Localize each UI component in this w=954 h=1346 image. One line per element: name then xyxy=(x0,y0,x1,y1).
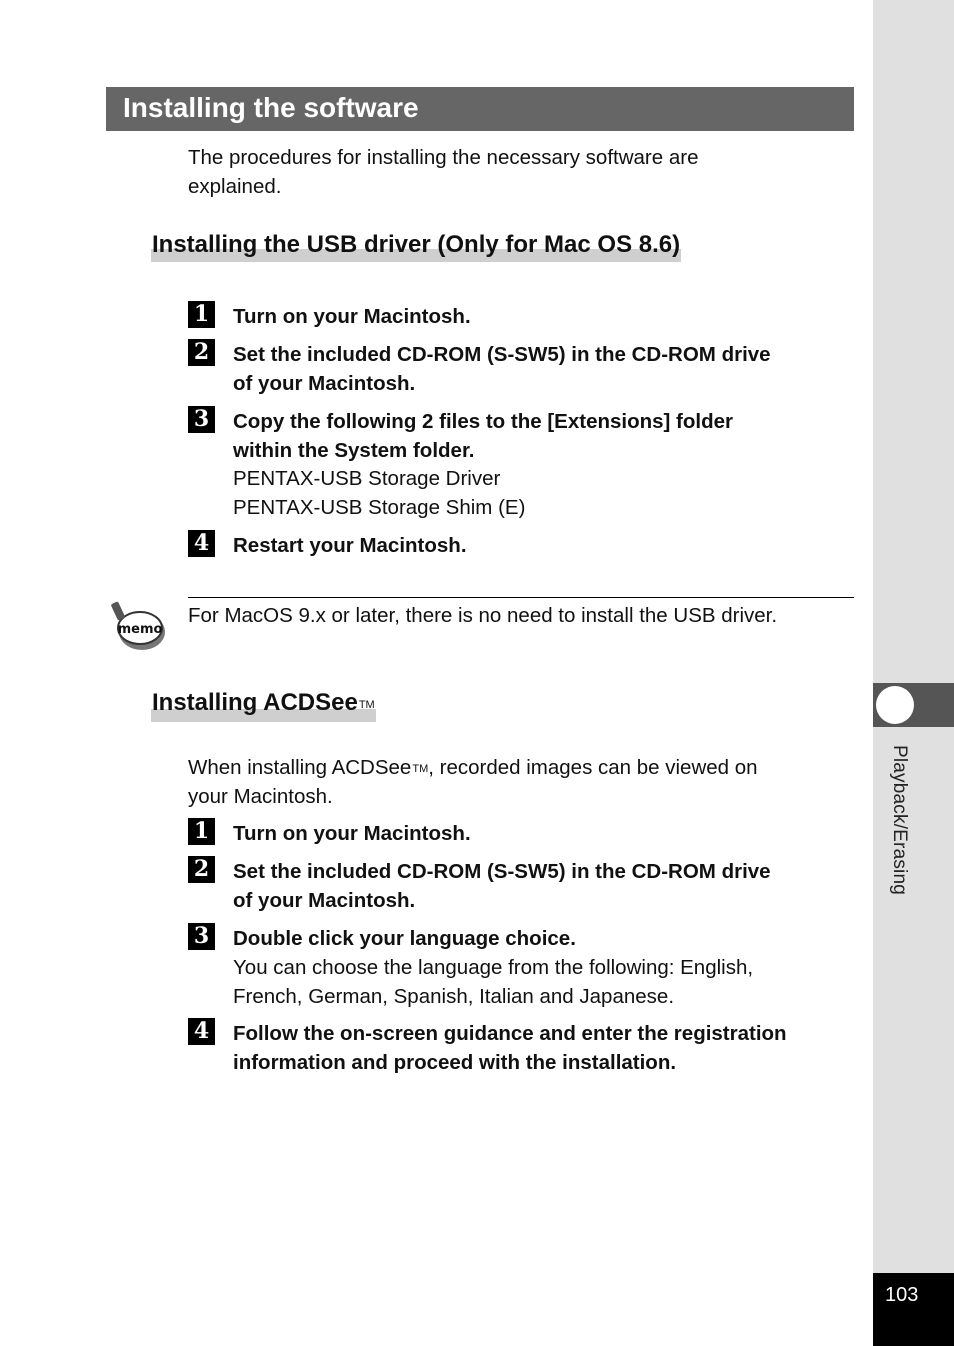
usb-step-3-line-2: within the System folder. xyxy=(233,439,475,462)
memo-icon xyxy=(110,600,166,654)
acdsee-step-3-detail-1: You can choose the language from the following: English, xyxy=(233,956,754,979)
usb-file-2: PENTAX-USB Storage Shim (E) xyxy=(233,496,526,519)
page-number: 103 xyxy=(885,1284,919,1306)
acdsee-step-4-line-2: information and proceed with the installation. xyxy=(233,1051,677,1074)
usb-heading: Installing the USB driver (Only for Mac OS 8.6) xyxy=(151,230,681,260)
step-number-icon: 2 xyxy=(188,856,215,883)
trademark-mark: TM xyxy=(358,699,375,711)
usb-file-1: PENTAX-USB Storage Driver xyxy=(233,467,501,490)
intro-line-1: The procedures for installing the necessary software are xyxy=(188,146,699,169)
section-title: Installing the software xyxy=(123,92,419,123)
step-number-icon: 4 xyxy=(188,1018,215,1045)
step-number-icon: 1 xyxy=(188,818,215,845)
sidebar-strip xyxy=(873,0,954,1346)
memo-divider xyxy=(188,597,854,598)
usb-step-1: Turn on your Macintosh. xyxy=(233,305,471,328)
trademark-mark: TM xyxy=(412,763,429,775)
acdsee-step-4-line-1: Follow the on-screen guidance and enter the registration xyxy=(233,1022,787,1045)
step-number-icon: 4 xyxy=(188,530,215,557)
step-number-icon: 3 xyxy=(188,923,215,950)
acdsee-step-3-detail-2: French, German, Spanish, Italian and Japanese. xyxy=(233,985,675,1008)
usb-step-4: Restart your Macintosh. xyxy=(233,534,467,557)
usb-step-2-line-1: Set the included CD-ROM (S-SW5) in the CD-ROM drive xyxy=(233,343,771,366)
usb-step-3-line-1: Copy the following 2 files to the [Extensions] folder xyxy=(233,410,733,433)
step-number-icon: 1 xyxy=(188,301,215,328)
acdsee-step-3: Double click your language choice. xyxy=(233,927,576,950)
intro-line-2: explained. xyxy=(188,175,282,198)
acdsee-intro-line-1: When installing ACDSeeTM, recorded images can be viewed on xyxy=(188,756,758,779)
step-number-icon: 3 xyxy=(188,406,215,433)
memo-icon-label: memo xyxy=(117,622,163,637)
step-number-icon: 2 xyxy=(188,339,215,366)
memo-text: For MacOS 9.x or later, there is no need to install the USB driver. xyxy=(188,604,778,627)
usb-step-2-line-2: of your Macintosh. xyxy=(233,372,416,395)
acdsee-heading: Installing ACDSeeTM xyxy=(151,688,376,720)
acdsee-step-2-line-1: Set the included CD-ROM (S-SW5) in the CD-ROM drive xyxy=(233,860,771,883)
acdsee-step-2-line-2: of your Macintosh. xyxy=(233,889,416,912)
acdsee-intro-line-2: your Macintosh. xyxy=(188,785,333,808)
chapter-marker-icon xyxy=(876,686,914,724)
acdsee-step-1: Turn on your Macintosh. xyxy=(233,822,471,845)
chapter-label: Playback/Erasing xyxy=(889,745,910,895)
